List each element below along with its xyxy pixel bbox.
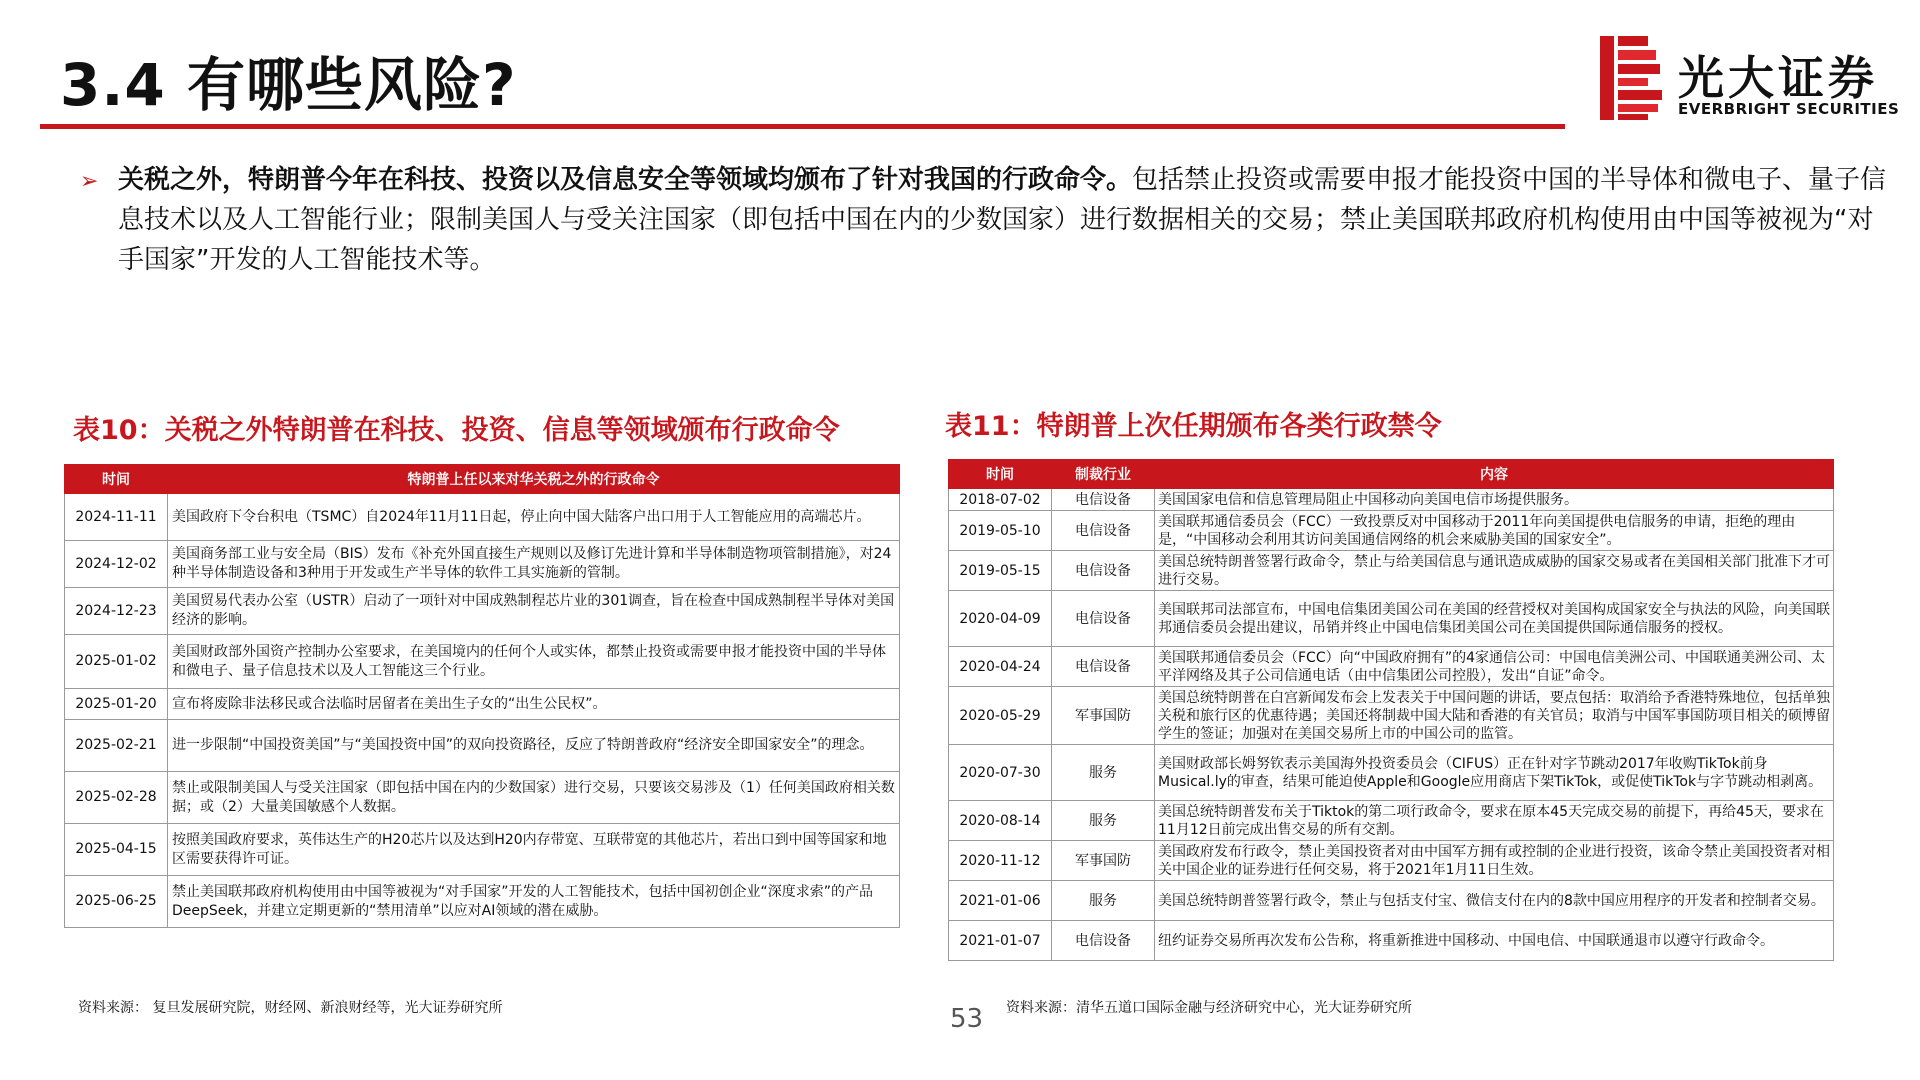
company-logo — [1600, 36, 1900, 126]
table11-title: 表11：特朗普上次任期颁布各类行政禁令 — [945, 411, 1442, 442]
table10-cell-date: 2024-11-11 — [65, 494, 168, 541]
table11-cell-content: 美国总统特朗普发布关于Tiktok的第二项行政命令，要求在原本45天完成交易的前提下，再给45天，要求在11月12日前完成出售交易的所有交割。 — [1155, 801, 1834, 841]
table-row — [949, 647, 1834, 687]
bullet-body-text: 包括禁止投资或需要申报才能投资中国的半导体和微电子、量子信息技术以及人工智能行业；限制美国人与受关注国家（即包括中国在内的少数国家）进行数据相关的交易；禁止美国联邦政府机构使用由中国等被视为“对手国家”开发的人工智能技术等。 — [118, 165, 1887, 275]
everbright-logo-icon — [1600, 36, 1664, 120]
bullet-bold-text: 关税之外，特朗普今年在科技、投资以及信息安全等领域均颁布了针对我国的行政命令。 — [118, 165, 1133, 195]
table-row — [65, 876, 900, 928]
table11-cell-date: 2020-11-12 — [949, 841, 1052, 881]
table10-cell-order: 美国商务部工业与安全局（BIS）发布《补充外国直接生产规则以及修订先进计算和半导体制造物项管制措施》，对24种半导体制造设备和3种用于开发或生产半导体的软件工具实施新的管制。 — [168, 541, 900, 588]
table11-cell-category: 服务 — [1052, 801, 1155, 841]
table11 — [948, 459, 1834, 961]
table11-cell-date: 2020-07-30 — [949, 745, 1052, 801]
table11-cell-date: 2020-04-24 — [949, 647, 1052, 687]
table-row — [949, 801, 1834, 841]
table11-cell-content: 美国财政部长姆努钦表示美国海外投资委员会（CIFUS）正在针对字节跳动2017年收购TikTok前身Musical.ly的审查，结果可能迫使Apple和Google应用商店下架TikTok，或促使TikTok与字节跳动相剥离。 — [1155, 745, 1834, 801]
table11-cell-content: 纽约证券交易所再次发布公告称，将重新推进中国移动、中国电信、中国联通退市以遵守行政命令。 — [1155, 921, 1834, 961]
logo-chinese-name: 光大证券 — [1678, 51, 1878, 105]
table10-cell-order: 禁止或限制美国人与受关注国家（即包括中国在内的少数国家）进行交易，只要该交易涉及（1）任何美国政府相关数据；或（2）大量美国敏感个人数据。 — [168, 772, 900, 824]
table10-cell-date: 2024-12-23 — [65, 588, 168, 635]
table-row — [65, 541, 900, 588]
page-number: 53 — [950, 1004, 984, 1034]
table10-cell-date: 2024-12-02 — [65, 541, 168, 588]
table-row — [949, 687, 1834, 745]
table10-cell-date: 2025-01-02 — [65, 635, 168, 689]
table-row — [65, 689, 900, 720]
table10-cell-order: 美国贸易代表办公室（USTR）启动了一项针对中国成熟制程芯片业的301调查，旨在检查中国成熟制程半导体对美国经济的影响。 — [168, 588, 900, 635]
table-row — [949, 745, 1834, 801]
table11-cell-date: 2020-08-14 — [949, 801, 1052, 841]
table10-source: 资料来源： 复旦发展研究院，财经网、新浪财经等，光大证券研究所 — [78, 1000, 503, 1016]
table10 — [64, 464, 900, 928]
table11-cell-date: 2020-04-09 — [949, 591, 1052, 647]
table11-cell-category: 服务 — [1052, 881, 1155, 921]
table11-header-category: 制裁行业 — [1052, 460, 1155, 489]
table11-cell-category: 服务 — [1052, 745, 1155, 801]
table11-cell-content: 美国联邦通信委员会（FCC）一致投票反对中国移动于2011年向美国提供电信服务的申请，拒绝的理由是，“中国移动会利用其访问美国通信网络的机会来威胁美国的国家安全”。 — [1155, 511, 1834, 551]
logo-english-name: EVERBRIGHT SECURITIES — [1678, 100, 1900, 118]
table10-header-date: 时间 — [65, 465, 168, 494]
table-row — [949, 921, 1834, 961]
table-row — [65, 720, 900, 772]
table11-cell-content: 美国总统特朗普签署行政令，禁止与包括支付宝、微信支付在内的8款中国应用程序的开发者和控制者交易。 — [1155, 881, 1834, 921]
table11-cell-category: 电信设备 — [1052, 591, 1155, 647]
table11-cell-category: 电信设备 — [1052, 551, 1155, 591]
page-title: 3.4 有哪些风险? — [60, 51, 517, 119]
table11-cell-date: 2021-01-06 — [949, 881, 1052, 921]
table11-cell-category: 军事国防 — [1052, 841, 1155, 881]
table11-cell-date: 2021-01-07 — [949, 921, 1052, 961]
table-row — [949, 551, 1834, 591]
table11-cell-content: 美国政府发布行政令，禁止美国投资者对由中国军方拥有或控制的企业进行投资，该命令禁止美国投资者对相关中国企业的证券进行任何交易，将于2021年1月11日生效。 — [1155, 841, 1834, 881]
table10-cell-order: 美国政府下令台积电（TSMC）自2024年11月11日起，停止向中国大陆客户出口用于人工智能应用的高端芯片。 — [168, 494, 900, 541]
table-row — [949, 489, 1834, 511]
table-row — [65, 772, 900, 824]
table10-cell-order: 禁止美国联邦政府机构使用由中国等被视为“对手国家”开发的人工智能技术，包括中国初创企业“深度求索”的产品DeepSeek，并建立定期更新的“禁用清单”以应对AI领域的潜在威胁。 — [168, 876, 900, 928]
table10-title: 表10：关税之外特朗普在科技、投资、信息等领域颁布行政命令 — [73, 415, 840, 446]
table11-cell-date: 2019-05-15 — [949, 551, 1052, 591]
table-row — [65, 824, 900, 876]
table11-cell-category: 电信设备 — [1052, 511, 1155, 551]
table11-cell-category: 军事国防 — [1052, 687, 1155, 745]
table11-cell-content: 美国总统特朗普签署行政命令，禁止与给美国信息与通讯造成威胁的国家交易或者在美国相关部门批准下才可进行交易。 — [1155, 551, 1834, 591]
table11-cell-content: 美国联邦通信委员会（FCC）向“中国政府拥有”的4家通信公司：中国电信美洲公司、中国联通美洲公司、太平洋网络及其子公司信通电话（由中信集团公司控股），发出“自证”命令。 — [1155, 647, 1834, 687]
table11-cell-category: 电信设备 — [1052, 921, 1155, 961]
table10-cell-order: 美国财政部外国资产控制办公室要求，在美国境内的任何个人或实体，都禁止投资或需要申报才能投资中国的半导体和微电子、量子信息技术以及人工智能这三个行业。 — [168, 635, 900, 689]
table10-header-order: 特朗普上任以来对华关税之外的行政命令 — [168, 465, 900, 494]
table11-source: 资料来源：清华五道口国际金融与经济研究中心，光大证券研究所 — [1006, 1000, 1412, 1016]
table-row — [949, 591, 1834, 647]
table11-cell-date: 2019-05-10 — [949, 511, 1052, 551]
table-row — [65, 635, 900, 689]
table10-cell-order: 按照美国政府要求，英伟达生产的H20芯片以及达到H20内存带宽、互联带宽的其他芯片，若出口到中国等国家和地区需要获得许可证。 — [168, 824, 900, 876]
table11-cell-category: 电信设备 — [1052, 647, 1155, 687]
table11-header-content: 内容 — [1155, 460, 1834, 489]
table11-cell-date: 2018-07-02 — [949, 489, 1052, 511]
table11-cell-category: 电信设备 — [1052, 489, 1155, 511]
table-row — [949, 841, 1834, 881]
title-rule — [40, 124, 1565, 129]
table11-cell-content: 美国总统特朗普在白宫新闻发布会上发表关于中国问题的讲话，要点包括：取消给予香港特殊地位，包括单独关税和旅行区的优惠待遇；美国还将制裁中国大陆和香港的有关官员；取消与中国军事国防项目相关的硕博留学生的签证；加强对在美国交易所上市的中国公司的监管。 — [1155, 687, 1834, 745]
table11-cell-date: 2020-05-29 — [949, 687, 1052, 745]
table10-cell-date: 2025-01-20 — [65, 689, 168, 720]
table10-cell-date: 2025-04-15 — [65, 824, 168, 876]
table-row — [949, 511, 1834, 551]
table10-cell-order: 宣布将废除非法移民或合法临时居留者在美出生子女的“出生公民权”。 — [168, 689, 900, 720]
table10-cell-date: 2025-02-21 — [65, 720, 168, 772]
table-row — [65, 494, 900, 541]
table10-cell-date: 2025-06-25 — [65, 876, 168, 928]
table11-cell-content: 美国联邦司法部宣布，中国电信集团美国公司在美国的经营授权对美国构成国家安全与执法的风险，向美国联邦通信委员会提出建议，吊销并终止中国电信集团美国公司在美国提供国际通信服务的授权。 — [1155, 591, 1834, 647]
table-row — [949, 881, 1834, 921]
table11-header-date: 时间 — [949, 460, 1052, 489]
table-row — [65, 588, 900, 635]
bullet-arrow-icon: ➢ — [80, 169, 99, 194]
table11-cell-content: 美国国家电信和信息管理局阻止中国移动向美国电信市场提供服务。 — [1155, 489, 1834, 511]
table10-cell-date: 2025-02-28 — [65, 772, 168, 824]
table10-cell-order: 进一步限制“中国投资美国”与“美国投资中国”的双向投资路径，反应了特朗普政府“经济安全即国家安全”的理念。 — [168, 720, 900, 772]
